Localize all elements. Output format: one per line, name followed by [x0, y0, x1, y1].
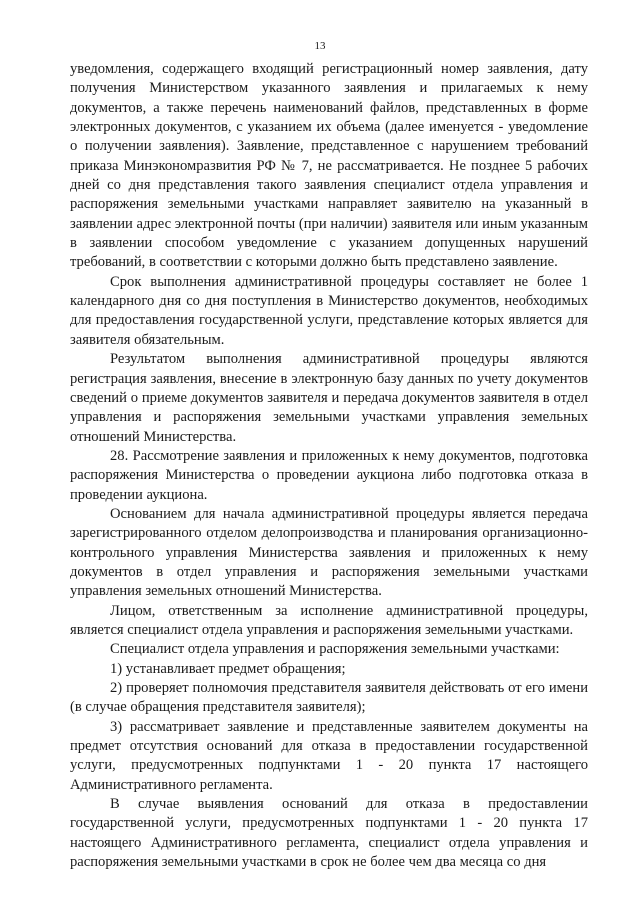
document-body: [70, 60, 588, 872]
paragraph: В случае выявления оснований для отказа в предоставлении государственной услуги, предусмотренных подпунктами 1 - 20 пункта 17 настоящего Административного регламента, специалист отдела управления и распоряжения земельными участками в срок не более чем два месяца со дня: [70, 796, 588, 871]
page-number: 13: [314, 40, 326, 52]
list-item: 2) проверяет полномочия представителя заявителя действовать от его имени (в случае обращения представителя заявителя);: [70, 680, 588, 716]
paragraph: Специалист отдела управления и распоряжения земельными участками:: [110, 641, 560, 658]
list-item: 3) рассматривает заявление и представленные заявителем документы на предмет отсутствия оснований для отказа в предоставлении государственной услуги, предусмотренных подпунктами 1 - 20 пункта 17 настоящего Административного регламента.: [70, 718, 588, 793]
list-item: 1) устанавливает предмет обращения;: [110, 660, 346, 677]
paragraph: Срок выполнения административной процедуры составляет не более 1 календарного дня со дня поступления в Министерство документов, необходимых для предоставления государственной услуги, представление которых является для заявителя обязательным.: [70, 273, 588, 348]
paragraph: Лицом, ответственным за исполнение административной процедуры, является специалист отдела управления и распоряжения земельными участками.: [70, 602, 588, 638]
paragraph: Результатом выполнения административной процедуры являются регистрация заявления, внесение в электронную базу данных по учету документов сведений о приеме документов заявителя и передача документов заявителя в отдел управления и распоряжения земельными участками управления земельных отношений Министерства.: [70, 351, 588, 445]
paragraph: 28. Рассмотрение заявления и приложенных к нему документов, подготовка распоряжения Министерства о проведении аукциона либо подготовка отказа в проведении аукциона.: [70, 447, 588, 503]
paragraph: уведомления, содержащего входящий регистрационный номер заявления, дату получения Министерством указанного заявления и прилагаемых к нему документов, а также перечень наименований файлов, представленных в форме электронных документов, с указанием их объема (далее именуется - уведомление о получении заявления). Заявление, представленное с нарушением требований приказа Минэкономразвития РФ № 7, не рассматривается. Не позднее 5 рабочих дней со дня представления такого заявления специалист отдела управления и распоряжения земельными участками направляет заявителю на указанный в заявлении адрес электронной почты (при наличии) заявителя или иным указанным в заявлении способом уведомление с указанием допущенных нарушений требований, в соответствии с которыми должно быть представлено заявление.: [70, 61, 588, 271]
paragraph: Основанием для начала административной процедуры является передача зарегистрированного отделом делопроизводства и планирования организационно-контрольного управления Министерства заявления и приложенных к нему документов в отдел управления и распоряжения земельными участками управления земельных отношений Министерства.: [70, 505, 588, 600]
